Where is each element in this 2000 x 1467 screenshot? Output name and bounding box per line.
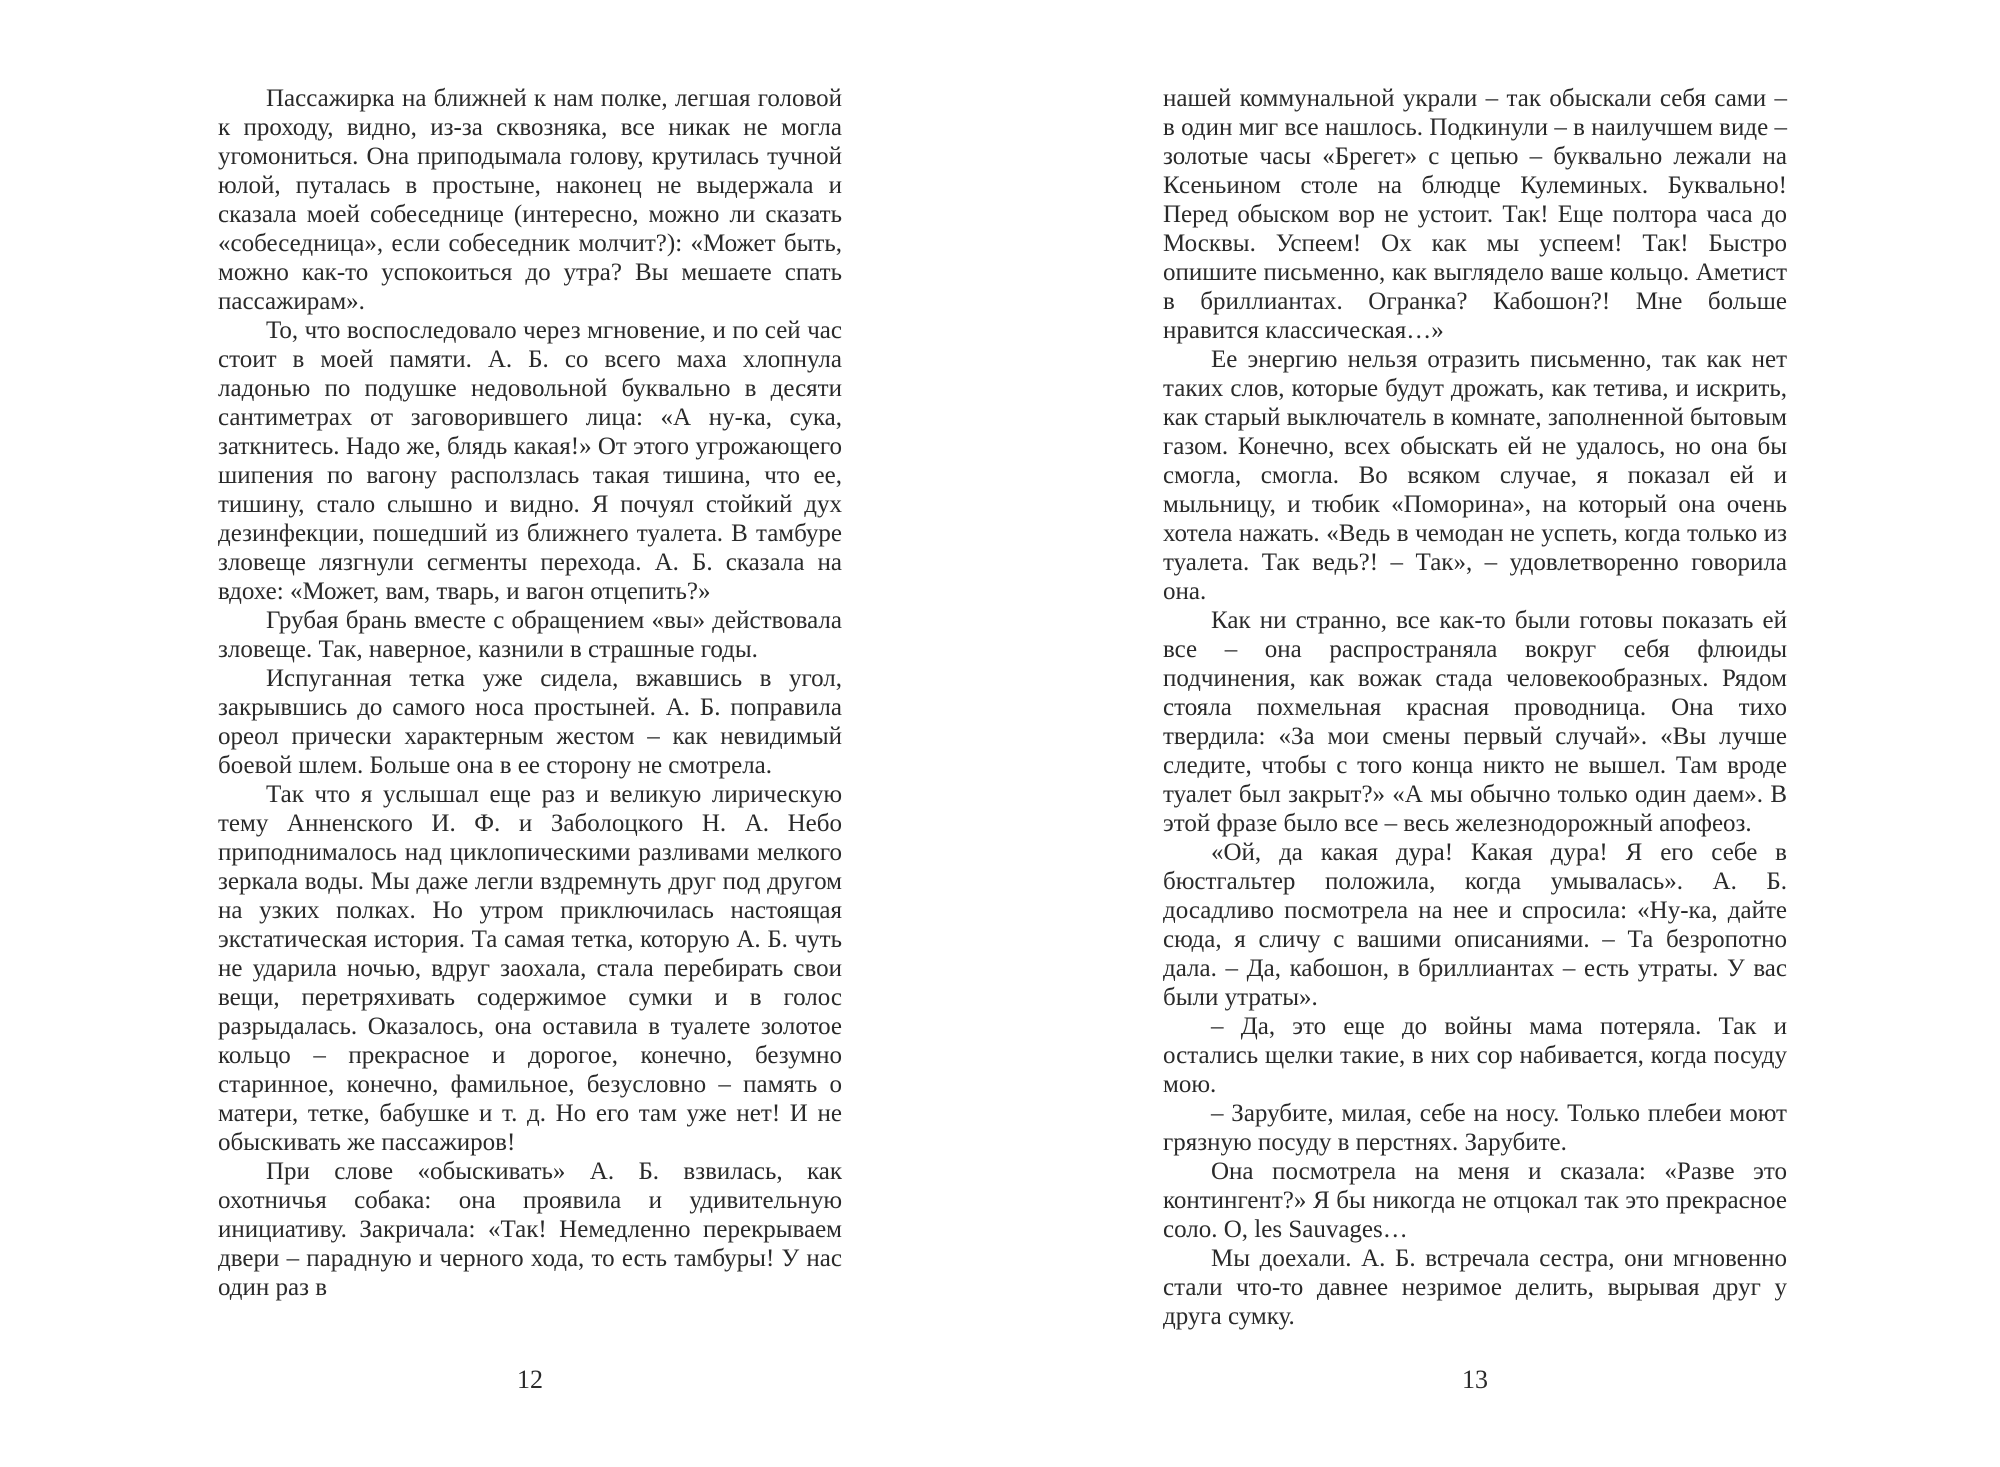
paragraph: «Ой, да какая дура! Какая дура! Я его себе в бюстгальтер положила, когда умывалась». А. Б. досадливо посмотрела на нее и спросила: «Ну-ка, дайте сюда, я сличу с вашими описаниями. – Та безропотно дала. – Да, кабошон, в бриллиантах – есть утраты. У вас были утраты». xyxy=(1163,839,1787,1011)
paragraph: Так что я услышал еще раз и великую лирическую тему Анненского И. Ф. и Заболоцкого Н. А. Небо приподнималось над циклопическими разливами мелкого зеркала воды. Мы даже легли вздремнуть друг под другом на узких полках. Но утром приключилась настоящая экстатическая история. Та самая тетка, которую А. Б. чуть не ударила ночью, вдруг заохала, стала перебирать свои вещи, перетряхивать содержимое сумки и в голос разрыдалась. Оказалось, она оставила в туалете золотое кольцо – прекрасное и дорогое, конечно, безумно старинное, конечно, фамильное, безусловно – память о матери, тетке, бабушке и т. д. Но его там уже нет! И не обыскивать же пассажиров! xyxy=(218,781,842,1156)
right-page xyxy=(1163,84,1787,1414)
paragraph: Грубая брань вместе с обращением «вы» действовала зловеще. Так, наверное, казнили в страшные годы. xyxy=(218,607,842,663)
paragraph: Ее энергию нельзя отразить письменно, так как нет таких слов, которые будут дрожать, как тетива, и искрить, как старый выключатель в комнате, заполненной бытовым газом. Конечно, всех обыскать ей не удалось, но она бы смогла, смогла. Во всяком случае, я показал ей и мыльницу, и тюбик «Поморина», на который она очень хотела нажать. «Ведь в чемодан не успеть, когда только из туалета. Так ведь?! – Так», – удовлетворенно говорила она. xyxy=(1163,346,1787,605)
left-page-text xyxy=(218,84,842,1302)
paragraph-continued: нашей коммунальной украли – так обыскали себя сами – в один миг все нашлось. Подкинули – в наилучшем виде – золотые часы «Брегет» с цепью – буквально лежали на Ксеньином столе на блюдце Кулеминых. Буквально! Перед обыском вор не устоит. Так! Еще полтора часа до Москвы. Успеем! Ох как мы успеем! Так! Быстро опишите письменно, как выглядело ваше кольцо. Аметист в бриллиантах. Огранка? Кабошон?! Мне больше нравится классическая…» xyxy=(1163,85,1787,344)
paragraph: То, что воспоследовало через мгновение, и по сей час стоит в моей памяти. А. Б. со всего маха хлопнула ладонью по подушке недовольной буквально в десяти сантиметрах от заговорившего лица: «А ну-ка, сука, заткнитесь. Надо же, блядь какая!» От этого угрожающего шипения по вагону расползлась такая тишина, что ее, тишину, стало слышно и видно. Я почуял стойкий дух дезинфекции, пошедший из ближнего туалета. В тамбуре зловеще лязгнули сегменты перехода. А. Б. сказала на вдохе: «Может, вам, тварь, и вагон отцепить?» xyxy=(218,317,842,605)
page-number-left: 12 xyxy=(517,1365,543,1394)
paragraph: Как ни странно, все как-то были готовы показать ей все – она распространяла вокруг себя флюиды подчинения, как вожак стада человекообразных. Рядом стояла похмельная красная проводница. Она тихо твердила: «За мои смены первый случай». «Вы лучше следите, чтобы с того конца никто не вышел. Там вроде туалет был закрыт?» «А мы обычно только один даем». В этой фразе было все – весь железнодорожный апофеоз. xyxy=(1163,607,1787,837)
paragraph: – Да, это еще до войны мама потеряла. Так и остались щелки такие, в них сор набивается, когда посуду мою. xyxy=(1163,1013,1787,1098)
paragraph: Пассажирка на ближней к нам полке, легшая головой к проходу, видно, из-за сквозняка, все никак не могла угомониться. Она приподымала голову, крутилась тучной юлой, путалась в простыне, наконец не выдержала и сказала моей собеседнице (интересно, можно ли сказать «собеседница», если собеседник молчит?): «Может быть, можно как-то успокоиться до утра? Вы мешаете спать пассажирам». xyxy=(218,85,842,315)
paragraph: При слове «обыскивать» А. Б. взвилась, как охотничья собака: она проявила и удивительную инициативу. Закричала: «Так! Немедленно перекрываем двери – парадную и черного хода, то есть тамбуры! У нас один раз в xyxy=(218,1158,842,1301)
paragraph: Испуганная тетка уже сидела, вжавшись в угол, закрывшись до самого носа простыней. А. Б. поправила ореол прически характерным жестом – как невидимый боевой шлем. Больше она в ее сторону не смотрела. xyxy=(218,665,842,779)
paragraph: – Зарубите, милая, себе на носу. Только плебеи моют грязную посуду в перстнях. Зарубите. xyxy=(1163,1100,1787,1156)
right-page-text xyxy=(1163,84,1787,1331)
left-page xyxy=(218,84,842,1414)
page-number-right: 13 xyxy=(1462,1365,1488,1394)
paragraph: Она посмотрела на меня и сказала: «Разве это контингент?» Я бы никогда не отцокал так это прекрасное соло. О, les Sauvages… xyxy=(1163,1158,1787,1243)
paragraph: Мы доехали. А. Б. встречала сестра, они мгновенно стали что-то давнее незримое делить, вырывая друг у друга сумку. xyxy=(1163,1245,1787,1330)
